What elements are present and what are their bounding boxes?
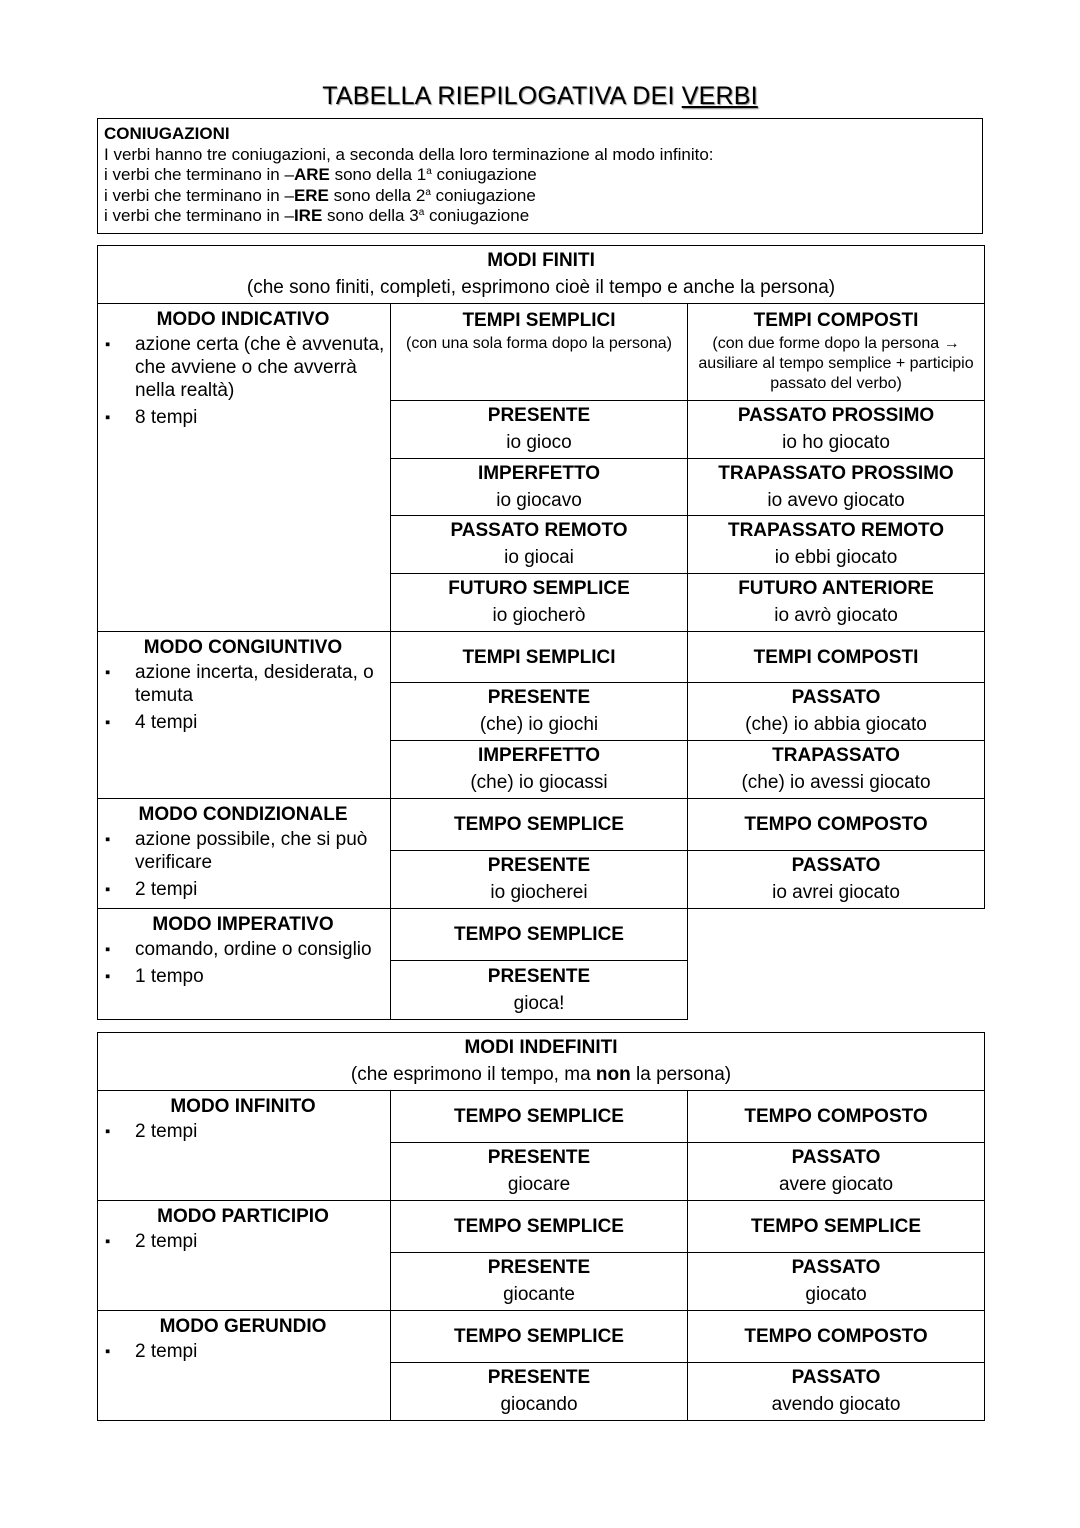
coniugazione-line-1: i verbi che terminano in –ARE sono della 1$^a$ coniugazione [104,165,537,184]
tempo-semplice-head: TEMPO SEMPLICE [391,799,688,851]
bullet: ▪ comando, ordine o consiglio [98,938,390,961]
tense-cell: PRESENTE (che) io giochi [391,683,688,741]
tempo-semplice-head: TEMPO SEMPLICE [688,1201,985,1253]
tempo-composto-head: TEMPO COMPOSTO [688,1091,985,1143]
bullet: ▪ azione possibile, che si può verificare [98,828,390,874]
tense-cell: IMPERFETTO io giocavo [391,459,688,516]
bullet: ▪ 1 tempo [98,965,390,988]
tense-cell: FUTURO SEMPLICE io giocherò [391,574,688,632]
modi-finiti-heading: MODI FINITI [487,250,595,271]
tense-cell: PASSATO avere giocato [688,1143,985,1201]
modi-indefiniti-table [97,1032,985,1421]
tempo-composto-head: TEMPO COMPOSTO [688,799,985,851]
modo-gerundio-cell [98,1311,391,1421]
tense-cell: PASSATO (che) io abbia giocato [688,683,985,741]
modo-infinito-name: MODO INFINITO [170,1096,316,1117]
modo-indicativo-cell [98,304,391,632]
title-underlined-word: VERBI [681,82,758,110]
modi-finiti-header [98,246,985,304]
modo-condizionale-cell [98,799,391,909]
bullet: ▪ azione incerta, desiderata, o temuta [98,661,390,707]
tempi-semplici-head: TEMPI SEMPLICI (con una sola forma dopo la persona) [391,304,688,401]
tempo-semplice-head: TEMPO SEMPLICE [391,1091,688,1143]
bullet: ▪ 2 tempi [98,878,390,901]
modo-condizionale-name: MODO CONDIZIONALE [138,804,348,825]
tense-cell: PRESENTE giocando [391,1363,688,1421]
tense-cell: PRESENTE gioca! [391,961,688,1020]
tense-cell: IMPERFETTO (che) io giocassi [391,741,688,799]
modo-imperativo-cell [98,909,391,1020]
tempo-semplice-head: TEMPO SEMPLICE [391,1311,688,1363]
modi-indefiniti-heading: MODI INDEFINITI [464,1037,618,1058]
tense-cell: PRESENTE io gioco [391,401,688,459]
tense-cell: PASSATO io avrei giocato [688,851,985,909]
bullet: ▪ 2 tempi [98,1230,390,1253]
modo-participio-cell [98,1201,391,1311]
coniugazioni-heading: CONIUGAZIONI [104,124,230,143]
modo-congiuntivo-cell [98,632,391,799]
modo-gerundio-name: MODO GERUNDIO [159,1316,327,1337]
empty-cell [688,909,985,1020]
coniugazione-line-3: i verbi che terminano in –IRE sono della 3$^a$ coniugazione [104,206,530,225]
tense-cell: TRAPASSATO REMOTO io ebbi giocato [688,516,985,574]
tempo-composto-head: TEMPO COMPOSTO [688,1311,985,1363]
page-title [0,82,1080,111]
tense-cell: PASSATO PROSSIMO io ho giocato [688,401,985,459]
tense-cell: TRAPASSATO (che) io avessi giocato [688,741,985,799]
tense-cell: PASSATO giocato [688,1253,985,1311]
modo-infinito-cell [98,1091,391,1201]
bullet: ▪ 8 tempi [98,406,390,429]
modi-indefiniti-subheading: (che esprimono il tempo, ma non la persona) [350,1064,732,1085]
tense-cell: FUTURO ANTERIORE io avrò giocato [688,574,985,632]
tense-cell: PRESENTE giocare [391,1143,688,1201]
coniugazioni-box [97,118,983,234]
tense-cell: PRESENTE io giocherei [391,851,688,909]
bullet: ▪ 2 tempi [98,1340,390,1363]
modi-finiti-subheading: (che sono finiti, completi, esprimono cioè il tempo e anche la persona) [246,277,836,298]
tempi-composti-head: TEMPI COMPOSTI [688,632,985,683]
bullet: ▪ azione certa (che è avvenuta, che avviene o che avverrà nella realtà) [98,333,390,402]
modo-imperativo-name: MODO IMPERATIVO [152,914,334,935]
coniugazione-line-2: i verbi che terminano in –ERE sono della 2$^a$ coniugazione [104,185,536,205]
coniugazioni-intro: I verbi hanno tre coniugazioni, a seconda della loro terminazione al modo infinito: [104,144,714,164]
tempi-composti-head: TEMPI COMPOSTI (con due forme dopo la persona → ausiliare al tempo semplice + participio passato del verbo) [688,304,985,401]
modo-participio-name: MODO PARTICIPIO [157,1206,329,1227]
tempi-semplici-head: TEMPI SEMPLICI [391,632,688,683]
tempo-semplice-head: TEMPO SEMPLICE [391,909,688,961]
tempo-semplice-head: TEMPO SEMPLICE [391,1201,688,1253]
bullet: ▪ 4 tempi [98,711,390,734]
tense-cell: PASSATO avendo giocato [688,1363,985,1421]
modo-congiuntivo-name: MODO CONGIUNTIVO [143,637,343,658]
tense-cell: TRAPASSATO PROSSIMO io avevo giocato [688,459,985,516]
title-prefix: TABELLA RIEPILOGATIVA DEI [322,82,682,110]
modi-finiti-table [97,245,985,1020]
modo-indicativo-name: MODO INDICATIVO [156,309,330,330]
tense-cell: PASSATO REMOTO io giocai [391,516,688,574]
bullet: ▪ 2 tempi [98,1120,390,1143]
tense-cell: PRESENTE giocante [391,1253,688,1311]
modi-indefiniti-header [98,1033,985,1091]
